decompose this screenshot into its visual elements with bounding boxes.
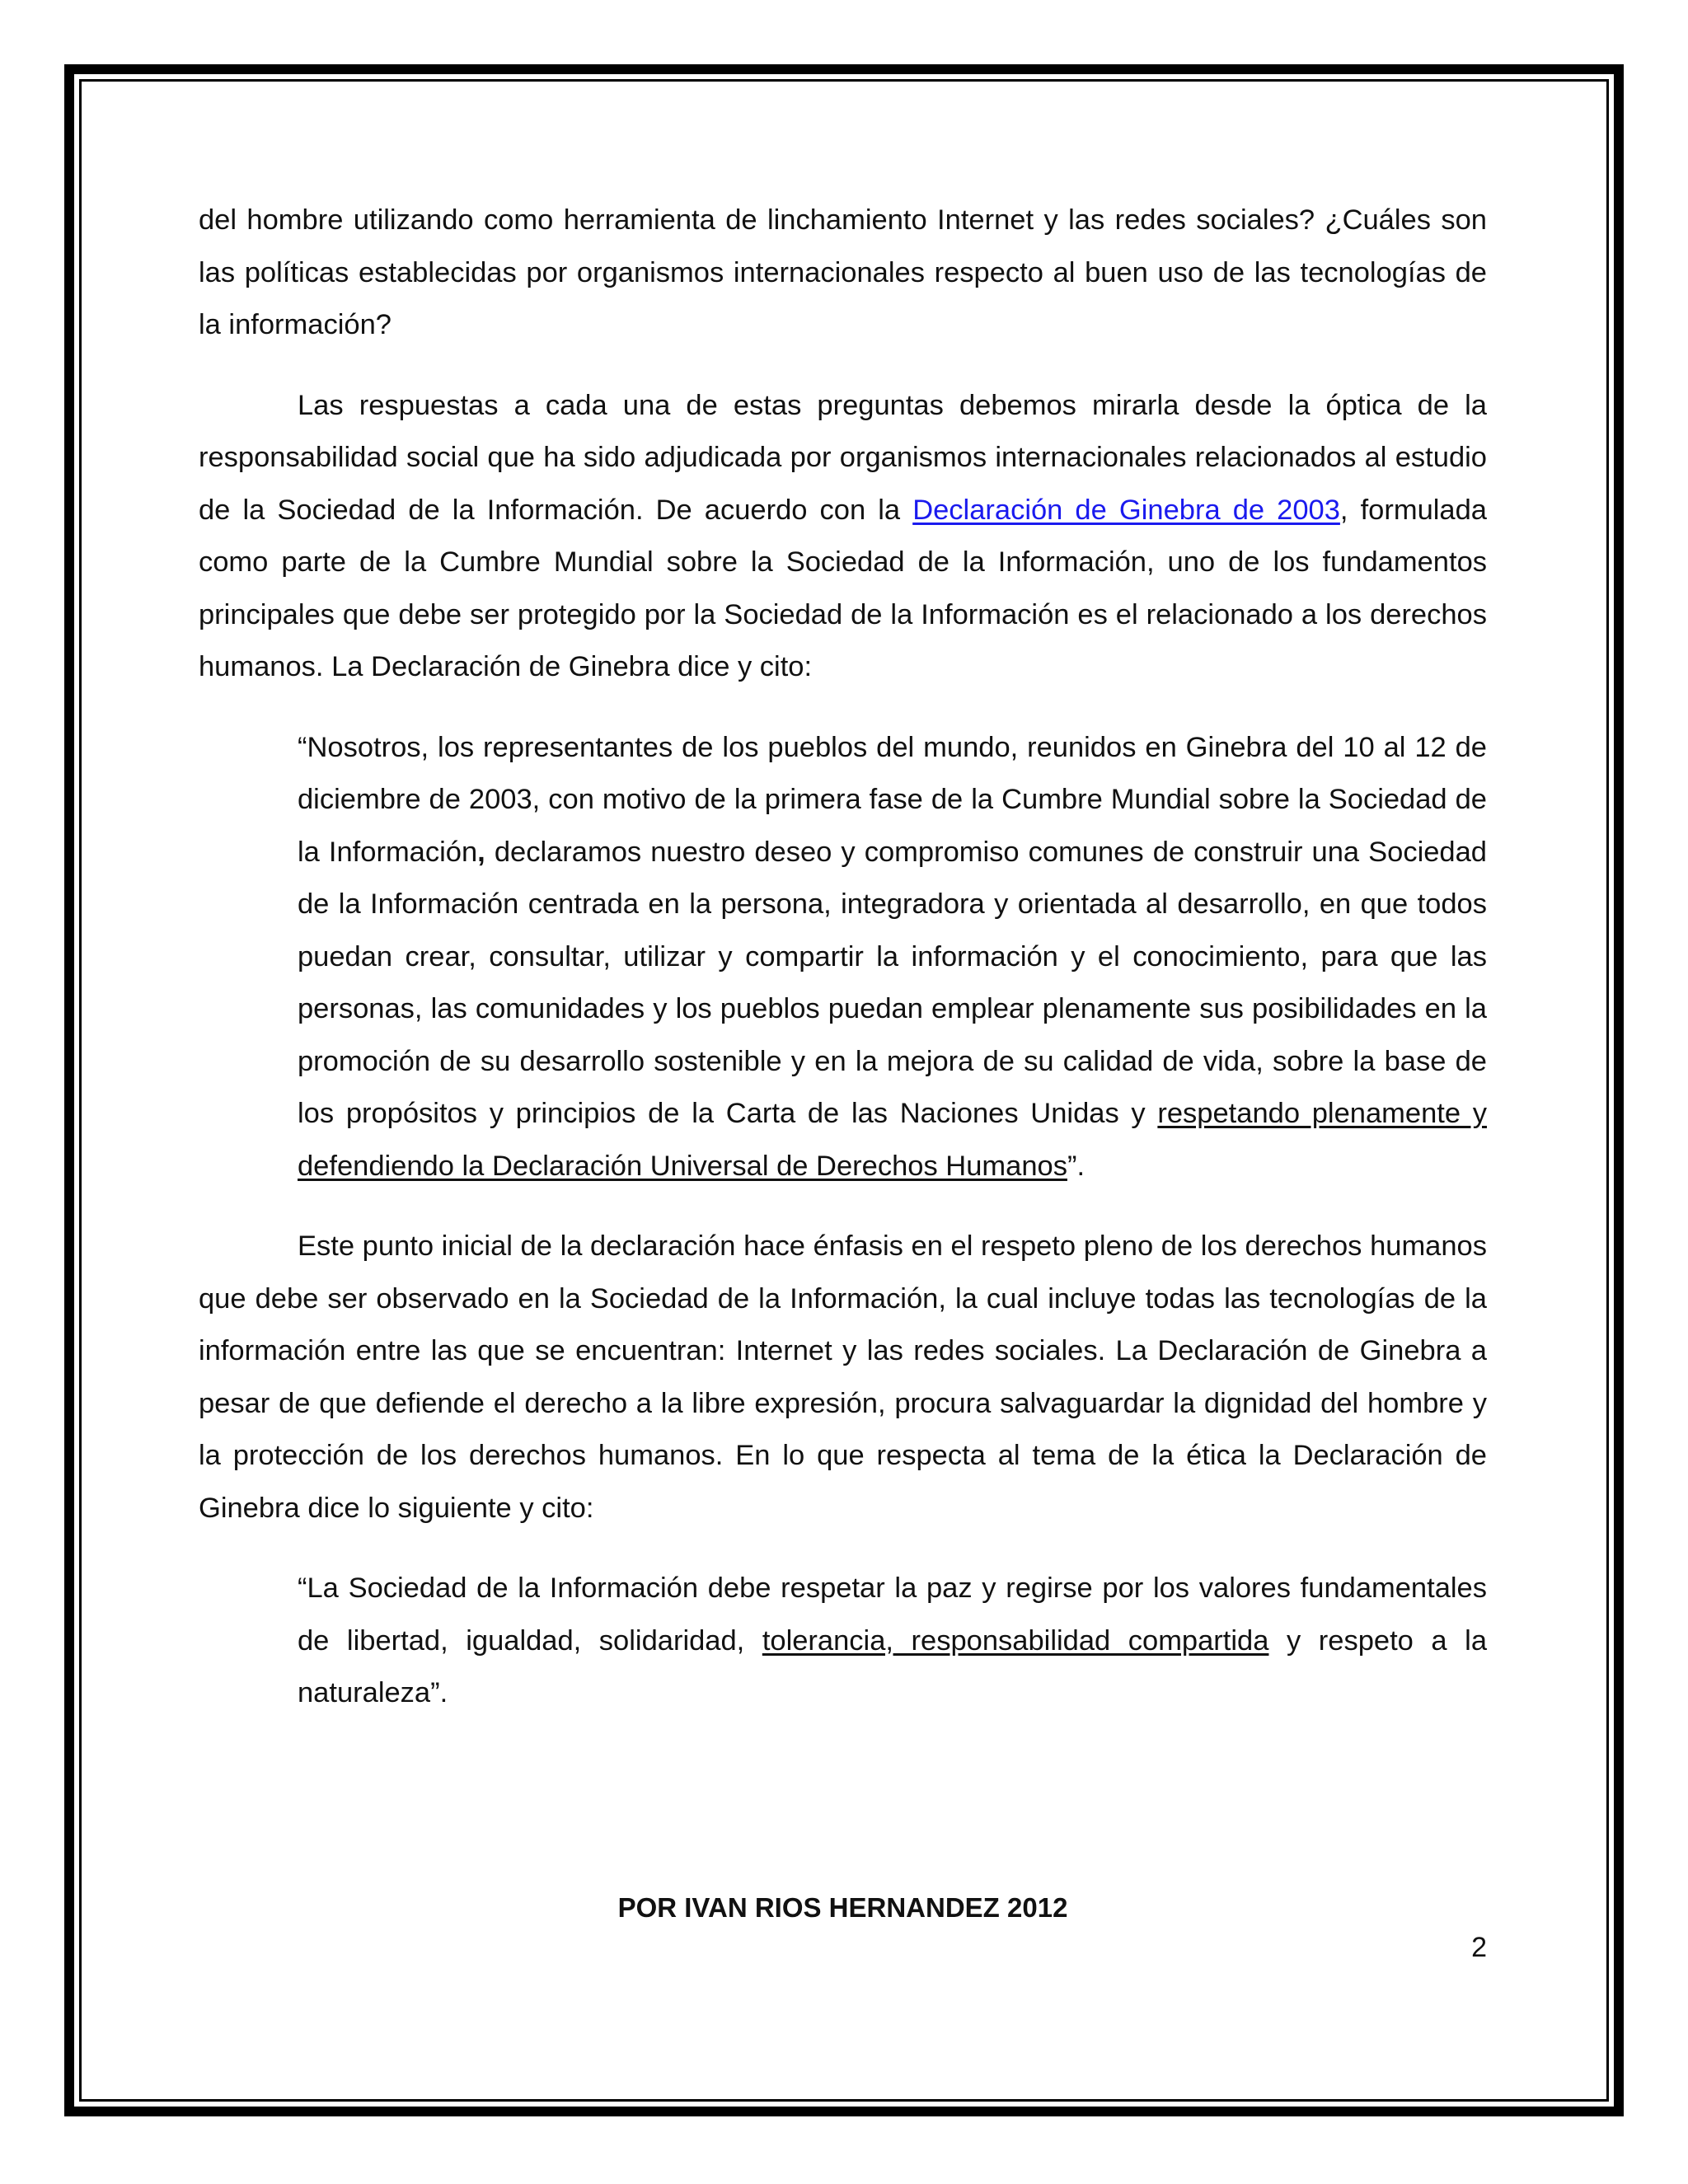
quote-ethics <box>298 1563 1487 1720</box>
quote-geneva-declaration <box>298 722 1487 1193</box>
quote-text: “Nosotros, los representantes de los pueblos del mundo, reunidos en Ginebra del 10 al 12 de diciembre de 2003, con motivo de la primera fase de la Cumbre Mundial sobre la Sociedad de la Información <box>298 731 1487 868</box>
quote-bold-comma: , <box>477 836 485 868</box>
quote-text: “La Sociedad de la Información debe respetar la paz y regirse por los valores fundamentales de libertad, igualdad, solidaridad, <box>298 1572 1487 1657</box>
page-number: 2 <box>1471 1932 1487 1963</box>
quote-underlined-text: respetando plenamente y defendiendo la Declaración Universal de Derechos Humanos <box>298 1098 1487 1182</box>
paragraph-text: Las respuestas a cada una de estas preguntas debemos mirarla desde la óptica de la responsabilidad social que ha sido adjudicada por organismos internacionales relacionados al estudio de la Sociedad de la Información. De acuerdo con la <box>199 389 1487 526</box>
quote-text: declaramos nuestro deseo y compromiso comunes de construir una Sociedad de la Información centrada en la persona, integradora y orientada al desarrollo, en que todos puedan crear, consultar, utilizar y compartir la información y el conocimiento, para que las personas, las comunidades y los pueblos puedan emplear plenamente sus posibilidades en la promoción de su desarrollo sostenible y en la mejora de su calidad de vida, sobre la base de los propósitos y principios de la Carta de las Naciones Unidas y <box>298 836 1487 1129</box>
paragraph-continued: del hombre utilizando como herramienta de linchamiento Internet y las redes sociales? ¿Cuáles son las políticas establecidas por organismos internacionales respecto al buen uso de las tecnologías de la información? <box>199 204 1487 340</box>
paragraph-emphasis: Este punto inicial de la declaración hace énfasis en el respeto pleno de los derechos humanos que debe ser observado en la Sociedad de la Información, la cual incluye todas las tecnologías de la información entre las que se encuentran: Internet y las redes sociales. La Declaración de Ginebra a pesar de que defiende el derecho a la libre expresión, procura salvaguardar la dignidad del hombre y la protección de los derechos humanos. En lo que respecta al tema de la ética la Declaración de Ginebra dice lo siguiente y cito: <box>199 1230 1487 1524</box>
paragraph-responses <box>199 380 1487 694</box>
paragraph-text: , formulada como parte de la Cumbre Mundial sobre la Sociedad de la Información, uno de los fundamentos principales que debe ser protegido por la Sociedad de la Información es el relacionado a los derechos humanos. La Declaración de Ginebra dice y cito: <box>199 494 1487 682</box>
quote-text: ”. <box>1067 1150 1085 1182</box>
document-body <box>199 194 1487 1720</box>
quote-underlined-text: tolerancia, responsabilidad compartida <box>762 1624 1269 1657</box>
quote-text: y respeto a la naturaleza”. <box>298 1624 1488 1708</box>
geneva-declaration-link[interactable]: Declaración de Ginebra de 2003 <box>912 494 1340 526</box>
footer-author: POR IVAN RIOS HERNANDEZ 2012 <box>617 1892 1068 1923</box>
